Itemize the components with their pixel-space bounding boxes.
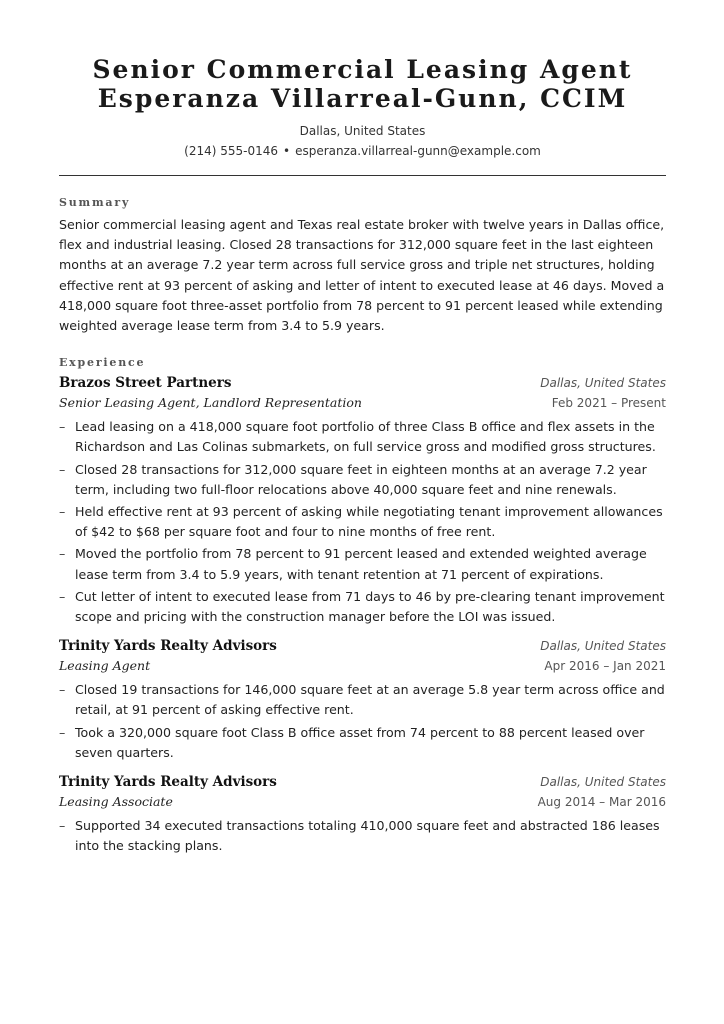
summary-heading: Summary <box>59 196 131 209</box>
job-header-row <box>59 773 666 792</box>
job-title: Leasing Associate <box>59 794 173 810</box>
phone-text: (214) 555-0146 <box>184 144 278 158</box>
job-bullets <box>59 680 666 763</box>
job-header-row <box>59 374 666 393</box>
contact-line <box>59 141 666 161</box>
job-role-row <box>59 792 666 812</box>
job-title: Senior Leasing Agent, Landlord Representation <box>59 395 362 411</box>
job-entry <box>59 773 666 856</box>
job-location: Dallas, United States <box>540 639 666 654</box>
job-bullet: – Closed 19 transactions for 146,000 square feet at an average 5.8 year term across office and retail, at 91 percent of asking effective rent. <box>59 680 666 720</box>
job-entry <box>59 637 666 763</box>
email-link[interactable]: esperanza.villarreal-gunn@example.com <box>295 144 541 158</box>
separator-dot: • <box>283 144 291 158</box>
job-role-row <box>59 393 666 413</box>
resume-page <box>59 0 666 858</box>
job-role-row <box>59 656 666 676</box>
header-divider <box>59 175 666 176</box>
job-bullet: – Moved the portfolio from 78 percent to 91 percent leased and extended weighted average lease term from 3.4 to 5.9 years, with tenant retention at 71 percent of expirations. <box>59 544 666 584</box>
company-name: Trinity Yards Realty Advisors <box>59 638 277 655</box>
job-bullet: – Lead leasing on a 418,000 square foot portfolio of three Class B office and flex assets in the Richardson and Las Colinas submarkets, on full service gross and modified gross structures. <box>59 417 666 457</box>
job-dates: Feb 2021 – Present <box>551 396 666 411</box>
company-name: Brazos Street Partners <box>59 375 232 392</box>
job-location: Dallas, United States <box>540 775 666 790</box>
job-dates: Aug 2014 – Mar 2016 <box>537 795 666 810</box>
resume-title: Senior Commercial Leasing Agent <box>92 55 633 84</box>
job-bullet: – Supported 34 executed transactions totaling 410,000 square feet and abstracted 186 leases into the stacking plans. <box>59 816 666 856</box>
job-title: Leasing Agent <box>59 658 151 674</box>
job-bullets <box>59 816 666 856</box>
job-entry <box>59 374 666 627</box>
experience-heading: Experience <box>59 356 146 370</box>
job-location: Dallas, United States <box>540 376 666 391</box>
job-bullet: – Cut letter of intent to executed lease from 71 days to 46 by pre-clearing tenant improvement scope and pricing with the construction manager before the LOI was issued. <box>59 587 666 627</box>
job-header-row <box>59 637 666 656</box>
summary-text: Senior commercial leasing agent and Texas real estate broker with twelve years in Dallas office, flex and industrial leasing. Closed 28 transactions for 312,000 square feet in the last eighteen months at an average 7.2 year term across full service gross and triple net structures, holding effective rent at 93 percent of asking and letter of intent to executed lease at 46 days. Moved a 418,000 square foot three-asset portfolio from 78 percent to 91 percent leased while extending weighted average lease term from 3.4 to 5.9 years. <box>59 217 665 334</box>
experience-list <box>59 374 666 856</box>
job-dates: Apr 2016 – Jan 2021 <box>544 659 666 674</box>
company-name: Trinity Yards Realty Advisors <box>59 774 277 791</box>
job-bullet: – Held effective rent at 93 percent of asking while negotiating tenant improvement allowances of $42 to $68 per square foot and four to nine months of free rent. <box>59 502 666 542</box>
job-bullet: – Took a 320,000 square foot Class B office asset from 74 percent to 88 percent leased over seven quarters. <box>59 723 666 763</box>
candidate-name: Esperanza Villarreal-Gunn, CCIM <box>97 84 628 113</box>
location-text: Dallas, United States <box>299 124 426 138</box>
job-bullets <box>59 417 666 627</box>
job-bullet: – Closed 28 transactions for 312,000 square feet in eighteen months at an average 7.2 year term, including two full-floor relocations above 40,000 square feet and nine renewals. <box>59 460 666 500</box>
